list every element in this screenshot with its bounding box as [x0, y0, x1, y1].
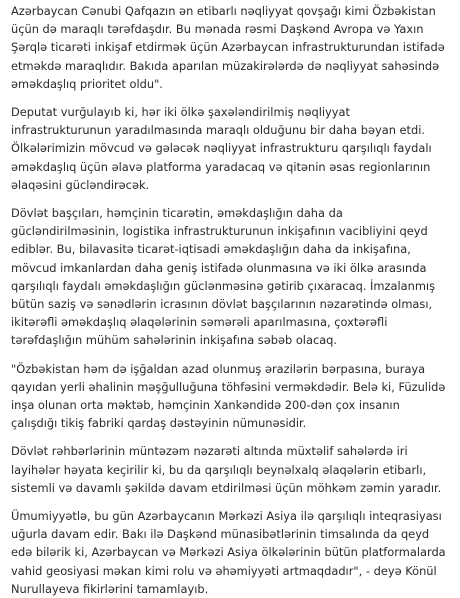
paragraph-5: Dövlət rəhbərlərinin müntəzəm nəzarəti altında müxtəlif sahələrdə iri layihələr həyata keçirilir ki, bu da qarşılıqlı beynəlxalq əlaqələrin etibarlı, sistemli və davamlı şəkildə davam etdirilməsi üçün möhkəm zəmin yaradır.: [11, 444, 442, 495]
article-body: [0, 2, 460, 596]
paragraph-2: Deputat vurğulayıb ki, hər iki ölkə şaxələndirilmiş nəqliyyat infrastrukturunun yaradılmasında maraqlı olduğunu bir daha bəyan etdi. Ölkələrimizin mövcud və gələcək nəqliyyat infrastrukturu qarşılıqlı faydalı əməkdaşlıq üçün əlavə platforma yaradacaq və qitənin əsas regionlarının əlaqəsini gücləndirəcək.: [11, 105, 432, 192]
paragraph-1: Azərbaycan Cənubi Qafqazın ən etibarlı nəqliyyat qovşağı kimi Özbəkistan üçün də maraqlı tərəfdaşdır. Bu mənada rəsmi Daşkənd Avropa və Yaxın Şərqlə ticarəti inkişaf etdirmək üçün Azərbaycan infrastrukturundan istifadə etməkdə maraqlıdır. Bakıda aparılan müzakirələrdə də nəqliyyat sahəsində əməkdaşlıq prioritet oldu".: [11, 4, 445, 91]
paragraph-3: Dövlət başçıları, həmçinin ticarətin, əməkdaşlığın daha da gücləndirilməsinin, logistika infrastrukturunun inkişafının vacibliyini qeyd ediblər. Bu, bilavasitə ticarət-iqtisadi əməkdaşlığın daha da inkişafına, mövcud imkanlardan daha geniş istifadə olunmasına və iki ölkə arasında qarşılıqlı faydalı əməkdaşlığın güclənməsinə gətirib çıxaracaq. İmzalanmış bütün saziş və sənədlərin icrasının dövlət başçılarının nəzarətində olması, ikitərəfli əməkdaşlıq əlaqələrinin səmərəli aparılmasına, çoxtərəfli tərəfdaşlığın mühüm sahələrinin inkişafına səbəb olacaq.: [11, 206, 436, 348]
paragraph-6: Ümumiyyətlə, bu gün Azərbaycanın Mərkəzi Asiya ilə qarşılıqlı inteqrasiyası uğurla davam edir. Bakı ilə Daşkənd münasibətlərinin timsalında da qeyd edə bilərik ki, Azərbaycan və Mərkəzi Asiya ölkələrinin bütün platformalarda vahid geosiyasi məkan kimi rolu və əhəmiyyəti artmaqdadır", - deyə Könül Nurullayeva fikirlərini tamamlayıb.: [11, 509, 446, 596]
paragraph-4: "Özbəkistan həm də işğaldan azad olunmuş ərazilərin bərpasına, buraya qayıdan yerli əhalinin məşğulluğuna töhfəsini verməkdədir. Belə ki, Füzulidə inşa olunan orta məktəb, həmçinin Xankəndidə 200-dən çox insanın çalışdığı tikiş fabriki qardaş dəstəyinin nümunəsidir.: [11, 361, 446, 431]
